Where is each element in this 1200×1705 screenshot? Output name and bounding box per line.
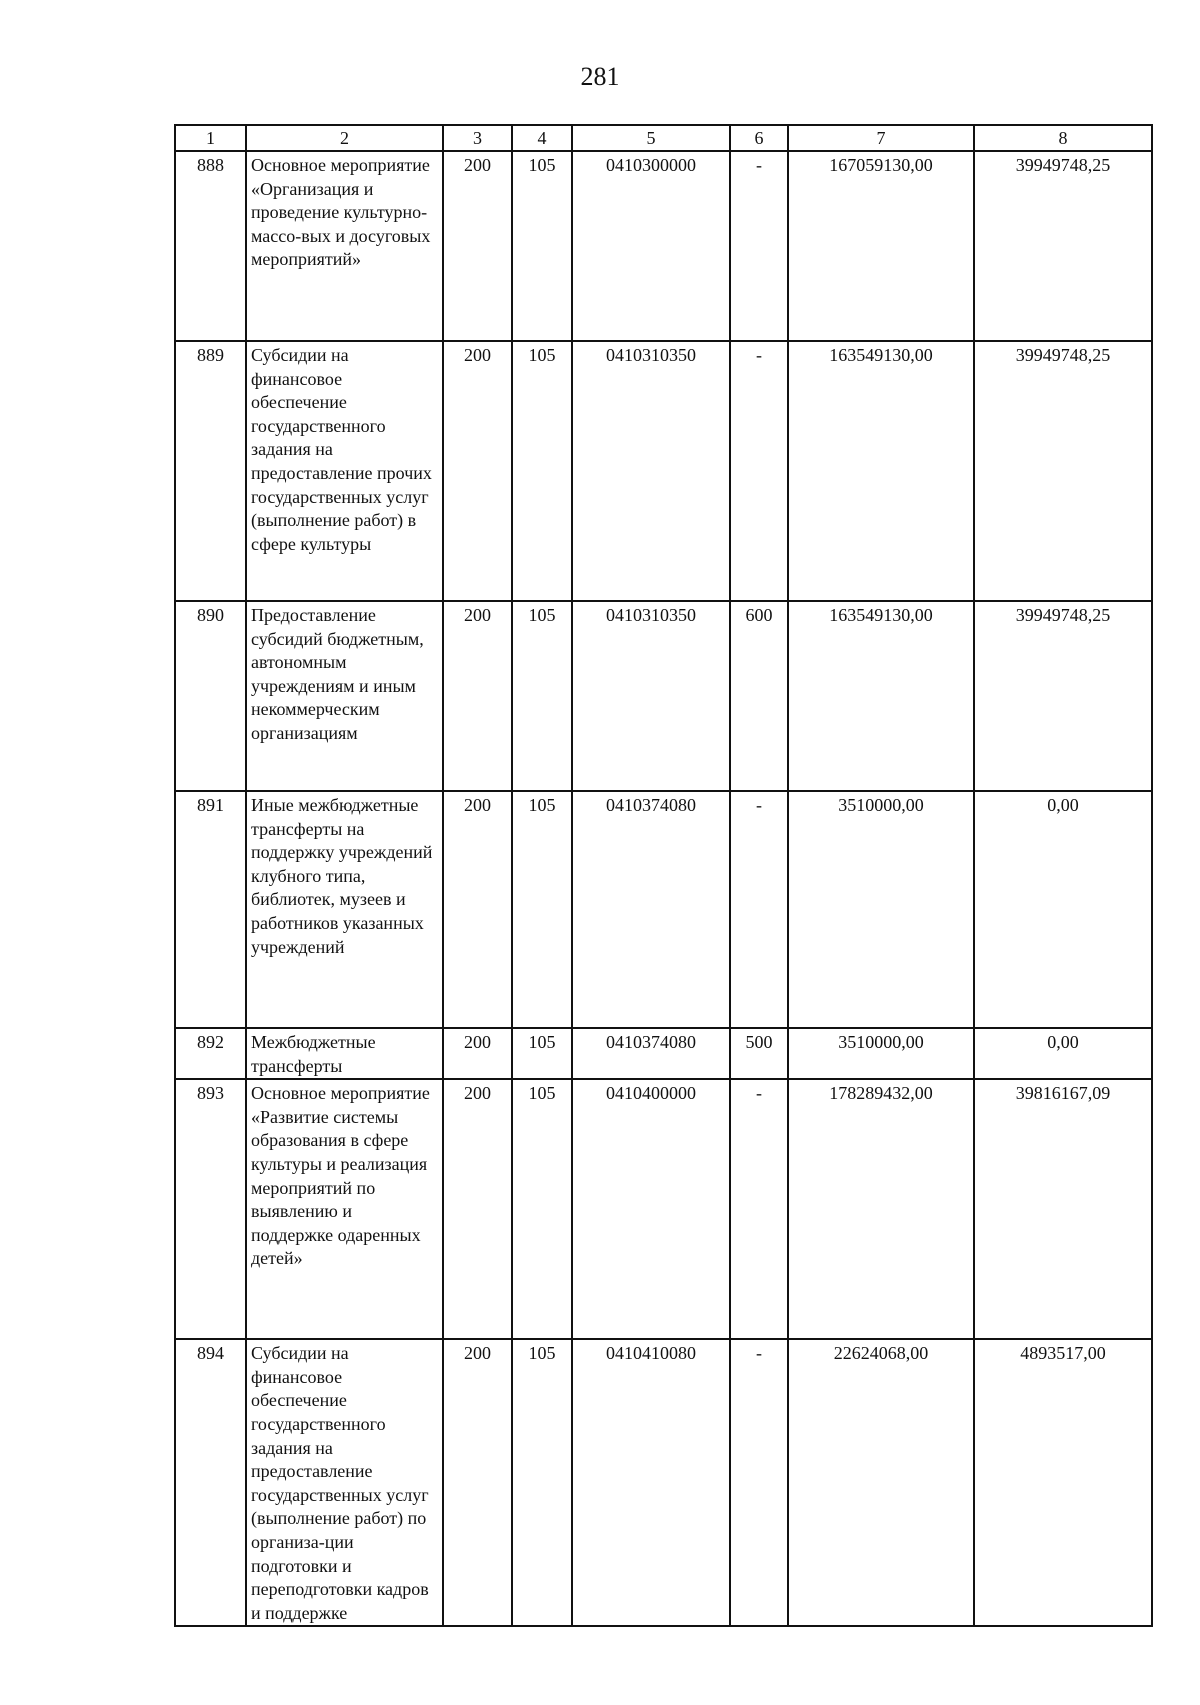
- row-number: 890: [175, 601, 246, 791]
- row-number: 893: [175, 1079, 246, 1339]
- column-header: 6: [730, 125, 788, 151]
- row-number: 891: [175, 791, 246, 1028]
- row-code: 0410374080: [572, 791, 730, 1028]
- column-header: 3: [443, 125, 512, 151]
- table-row: [175, 151, 1152, 341]
- column-header: 7: [788, 125, 974, 151]
- row-col3: 200: [443, 791, 512, 1028]
- row-col4: 105: [512, 341, 572, 601]
- row-col3: 200: [443, 1339, 512, 1626]
- table-row: [175, 341, 1152, 601]
- row-amount: 3510000,00: [788, 791, 974, 1028]
- row-number: 894: [175, 1339, 246, 1626]
- column-header: 4: [512, 125, 572, 151]
- row-name: Основное мероприятие «Развитие системы образования в сфере культуры и реализация мероприятий по выявлению и поддержке одаренных детей»: [246, 1079, 443, 1339]
- row-col6: -: [730, 1339, 788, 1626]
- row-amount: 163549130,00: [788, 341, 974, 601]
- row-col3: 200: [443, 151, 512, 341]
- row-name: Субсидии на финансовое обеспечение государственного задания на предоставление прочих государственных услуг (выполнение работ) в сфере культуры: [246, 341, 443, 601]
- row-code: 0410410080: [572, 1339, 730, 1626]
- budget-table: [174, 124, 1153, 1627]
- row-amount: 163549130,00: [788, 601, 974, 791]
- column-header: 5: [572, 125, 730, 151]
- table-row: [175, 1028, 1152, 1079]
- row-col4: 105: [512, 1079, 572, 1339]
- row-col6: -: [730, 341, 788, 601]
- row-executed: 0,00: [974, 1028, 1152, 1079]
- row-amount: 167059130,00: [788, 151, 974, 341]
- table-row: [175, 1339, 1152, 1626]
- row-code: 0410310350: [572, 601, 730, 791]
- row-executed: 39816167,09: [974, 1079, 1152, 1339]
- column-header: 1: [175, 125, 246, 151]
- table-row: [175, 791, 1152, 1028]
- row-name: Основное мероприятие «Организация и проведение культурно-массо-вых и досуговых мероприятий»: [246, 151, 443, 341]
- page-number: 281: [580, 62, 620, 91]
- table-row: [175, 1079, 1152, 1339]
- table-row: [175, 601, 1152, 791]
- row-amount: 22624068,00: [788, 1339, 974, 1626]
- row-col3: 200: [443, 601, 512, 791]
- row-code: 0410400000: [572, 1079, 730, 1339]
- row-code: 0410300000: [572, 151, 730, 341]
- row-col4: 105: [512, 151, 572, 341]
- row-col4: 105: [512, 601, 572, 791]
- row-col4: 105: [512, 1028, 572, 1079]
- row-col6: 600: [730, 601, 788, 791]
- row-executed: 39949748,25: [974, 601, 1152, 791]
- row-name: Иные межбюджетные трансферты на поддержку учреждений клубного типа, библиотек, музеев и работников указанных учреждений: [246, 791, 443, 1028]
- row-col6: -: [730, 1079, 788, 1339]
- row-col4: 105: [512, 1339, 572, 1626]
- row-name: Субсидии на финансовое обеспечение государственного задания на предоставление государственных услуг (выполнение работ) по организа-ции подготовки и переподготовки кадров и поддержке: [246, 1339, 443, 1626]
- row-col6: -: [730, 791, 788, 1028]
- table-header-row: [175, 125, 1152, 151]
- row-col3: 200: [443, 1028, 512, 1079]
- row-amount: 3510000,00: [788, 1028, 974, 1079]
- row-number: 888: [175, 151, 246, 341]
- row-code: 0410310350: [572, 341, 730, 601]
- row-col6: 500: [730, 1028, 788, 1079]
- row-col6: -: [730, 151, 788, 341]
- row-code: 0410374080: [572, 1028, 730, 1079]
- row-number: 889: [175, 341, 246, 601]
- row-executed: 39949748,25: [974, 151, 1152, 341]
- column-header: 2: [246, 125, 443, 151]
- row-col3: 200: [443, 341, 512, 601]
- row-amount: 178289432,00: [788, 1079, 974, 1339]
- row-executed: 0,00: [974, 791, 1152, 1028]
- column-header: 8: [974, 125, 1152, 151]
- row-name: Межбюджетные трансферты: [246, 1028, 443, 1079]
- row-col3: 200: [443, 1079, 512, 1339]
- row-number: 892: [175, 1028, 246, 1079]
- row-name: Предоставление субсидий бюджетным, автономным учреждениям и иным некоммерческим организациям: [246, 601, 443, 791]
- row-col4: 105: [512, 791, 572, 1028]
- row-executed: 4893517,00: [974, 1339, 1152, 1626]
- row-executed: 39949748,25: [974, 341, 1152, 601]
